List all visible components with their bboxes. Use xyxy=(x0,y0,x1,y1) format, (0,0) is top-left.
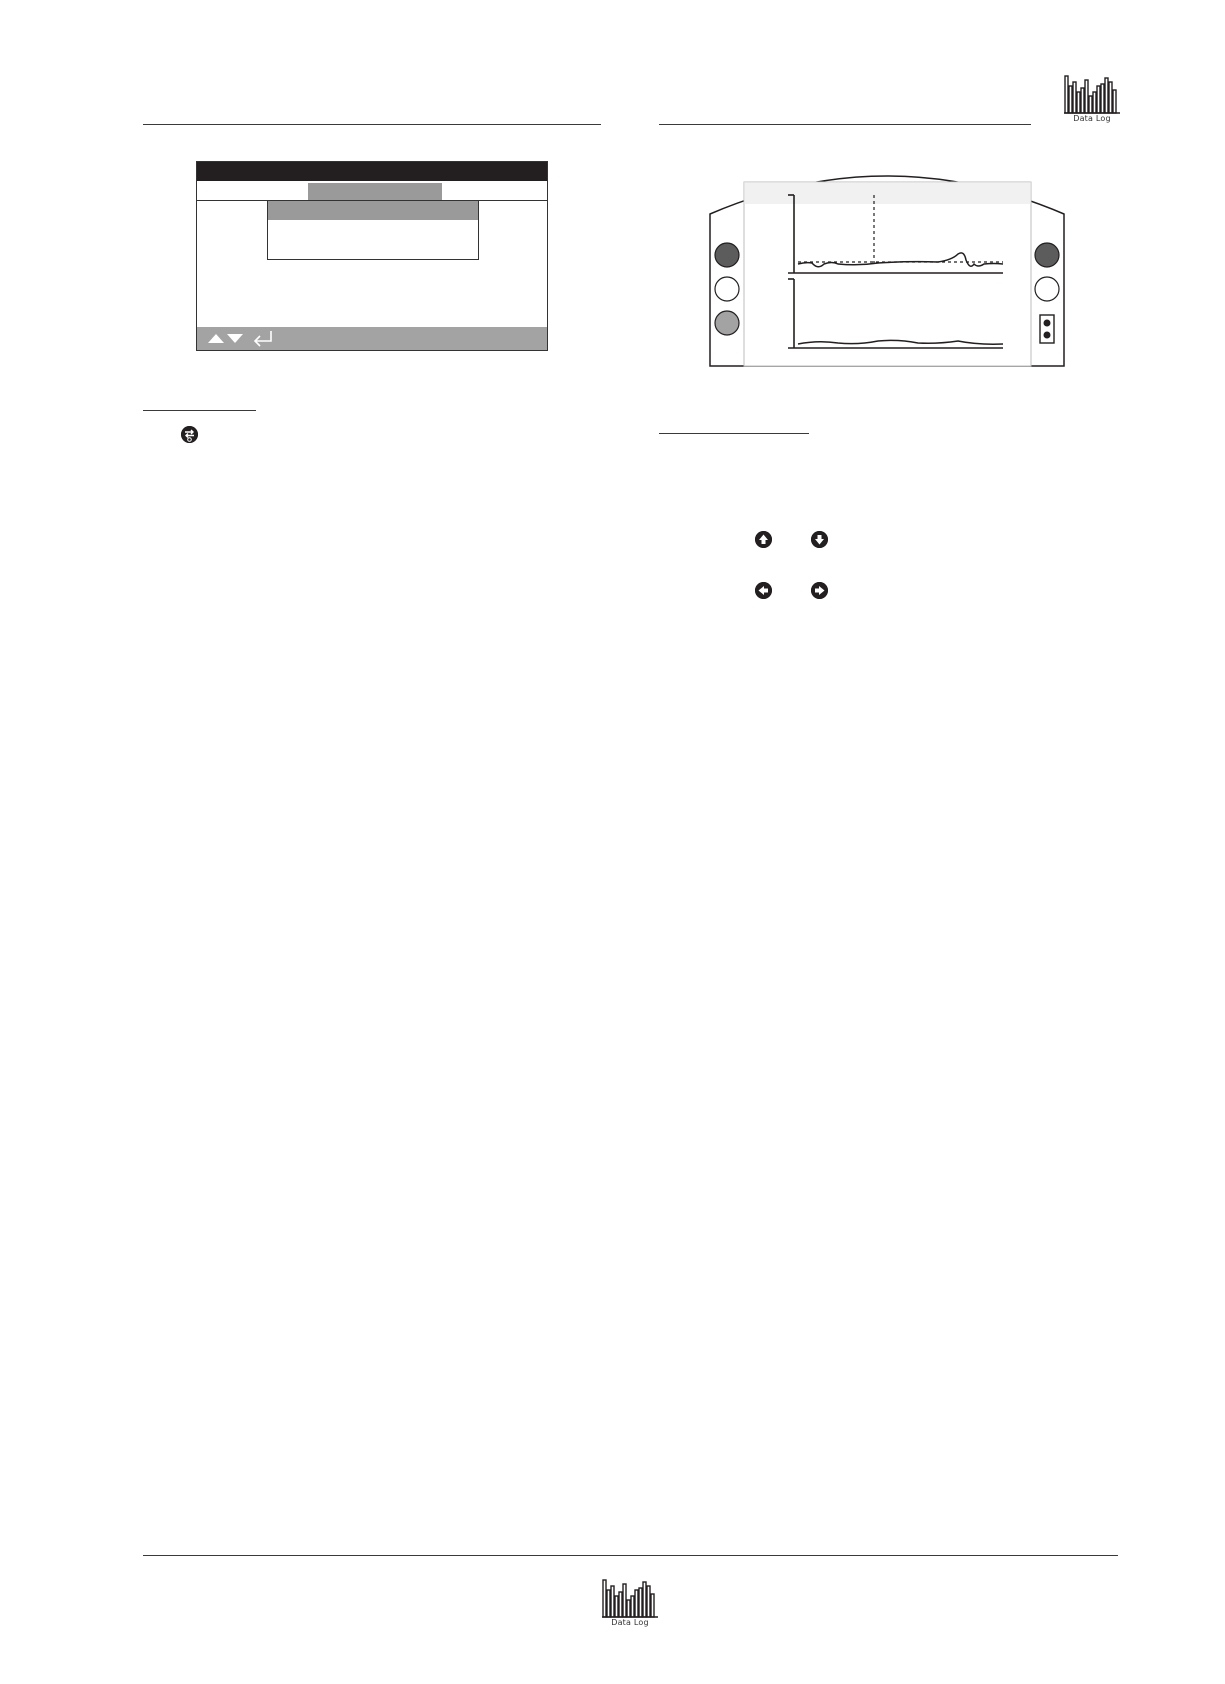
up-key-icon xyxy=(755,531,772,548)
left-button-2 xyxy=(715,277,739,301)
data-log-logo-header xyxy=(1062,74,1122,124)
up-arrow-icon xyxy=(207,333,225,344)
right-subheading-rule xyxy=(659,433,809,434)
right-column-rule xyxy=(659,124,1031,125)
right-key-icon xyxy=(811,582,828,599)
down-key-icon xyxy=(811,531,828,548)
enter-icon xyxy=(252,330,274,348)
exit-key-icon xyxy=(181,426,198,443)
device-display xyxy=(708,160,1066,368)
right-button-2 xyxy=(1035,277,1059,301)
lcd-footer-bar xyxy=(197,327,547,350)
footer-rule xyxy=(143,1555,1118,1556)
right-button-1 xyxy=(1035,243,1059,267)
lcd-popup-menu xyxy=(267,200,479,260)
left-button-3 xyxy=(715,311,739,335)
left-button-1 xyxy=(715,243,739,267)
device-screen xyxy=(744,182,1031,366)
left-column-rule xyxy=(143,124,601,125)
lcd-popup-highlighted-item xyxy=(268,201,478,220)
lcd-title-bar xyxy=(197,162,547,181)
data-log-icon xyxy=(1062,74,1122,114)
lcd-selected-tab xyxy=(308,183,442,200)
selector-switch xyxy=(1040,315,1054,343)
left-subheading-rule xyxy=(143,410,256,411)
down-arrow-icon xyxy=(226,333,244,344)
data-log-logo-footer xyxy=(600,1578,660,1628)
logo-caption: Data Log xyxy=(1073,114,1111,123)
lcd-menu-screen xyxy=(196,161,548,351)
data-log-icon xyxy=(600,1578,660,1618)
left-key-icon xyxy=(755,582,772,599)
logo-caption: Data Log xyxy=(611,1618,649,1627)
